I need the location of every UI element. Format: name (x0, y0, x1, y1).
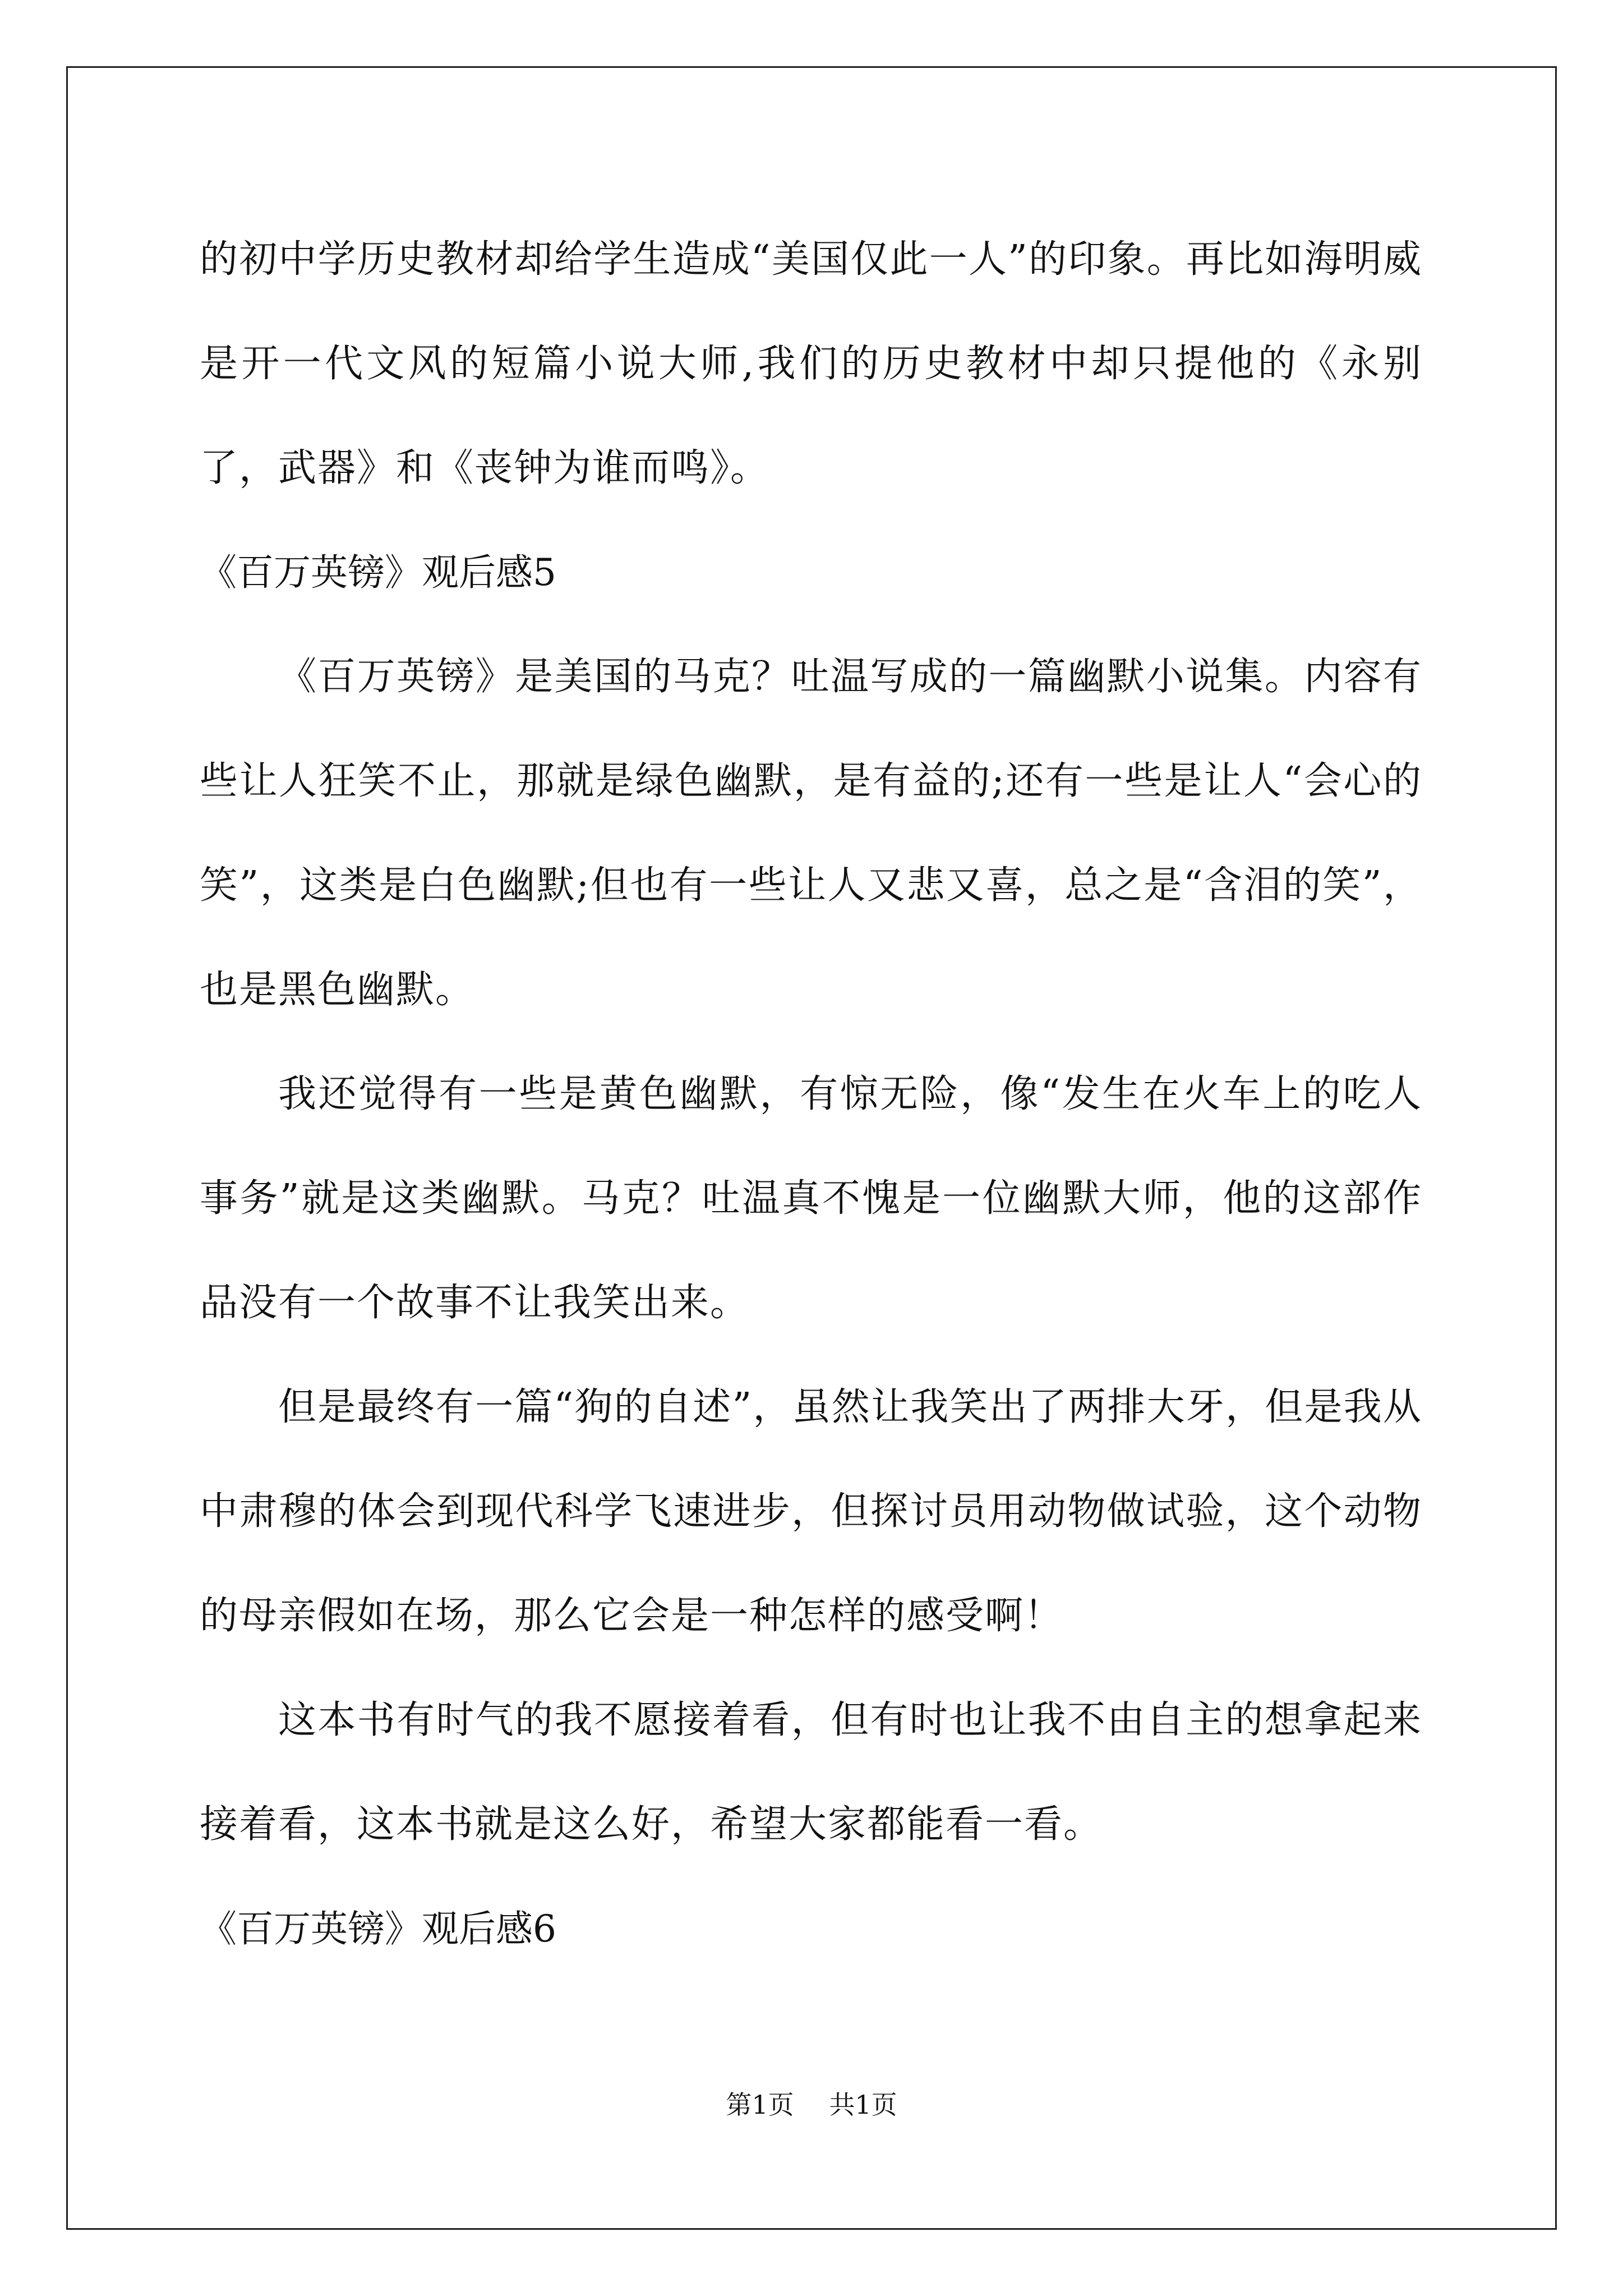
paragraph-dog-story: 但是最终有一篇“狗的自述”，虽然让我笑出了两排大牙，但是我从中肃穆的体会到现代科学飞速进步，但探讨员用动物做试验，这个动物的母亲假如在场，那么它会是一种怎样的感受啊！ (200, 1385, 1422, 1638)
section-heading-6: 《百万英镑》观后感6 (200, 1907, 556, 1950)
paragraph-conclusion: 这本书有时气的我不愿接着看，但有时也让我不由自主的想拿起来接着看，这本书就是这么好，希望大家都能看一看。 (200, 1698, 1422, 1847)
paragraph-intro: 《百万英镑》是美国的马克？吐温写成的一篇幽默小说集。内容有些让人狂笑不止，那就是绿色幽默，是有益的;还有一些是让人“会心的笑”，这类是白色幽默;但也有一些让人又悲又喜，总之是“含泪的笑”，也是黑色幽默。 (200, 655, 1422, 1012)
document-body (200, 208, 1422, 1981)
paragraph-yellow-humor: 我还觉得有一些是黄色幽默，有惊无险，像“发生在火车上的吃人事务”就是这类幽默。马克？吐温真不愧是一位幽默大师，他的这部作品没有一个故事不让我笑出来。 (200, 1072, 1422, 1325)
page-footer (0, 2088, 1623, 2122)
paragraph-continuation: 的初中学历史教材却给学生造成“美国仅此一人”的印象。再比如海明威是开一代文风的短篇小说大师,我们的历史教材中却只提他的《永别了，武器》和《丧钟为谁而鸣》。 (200, 237, 1422, 490)
page-total: 共1页 (829, 2090, 897, 2120)
section-heading-5: 《百万英镑》观后感5 (200, 551, 556, 594)
page-number: 第1页 (726, 2090, 794, 2120)
